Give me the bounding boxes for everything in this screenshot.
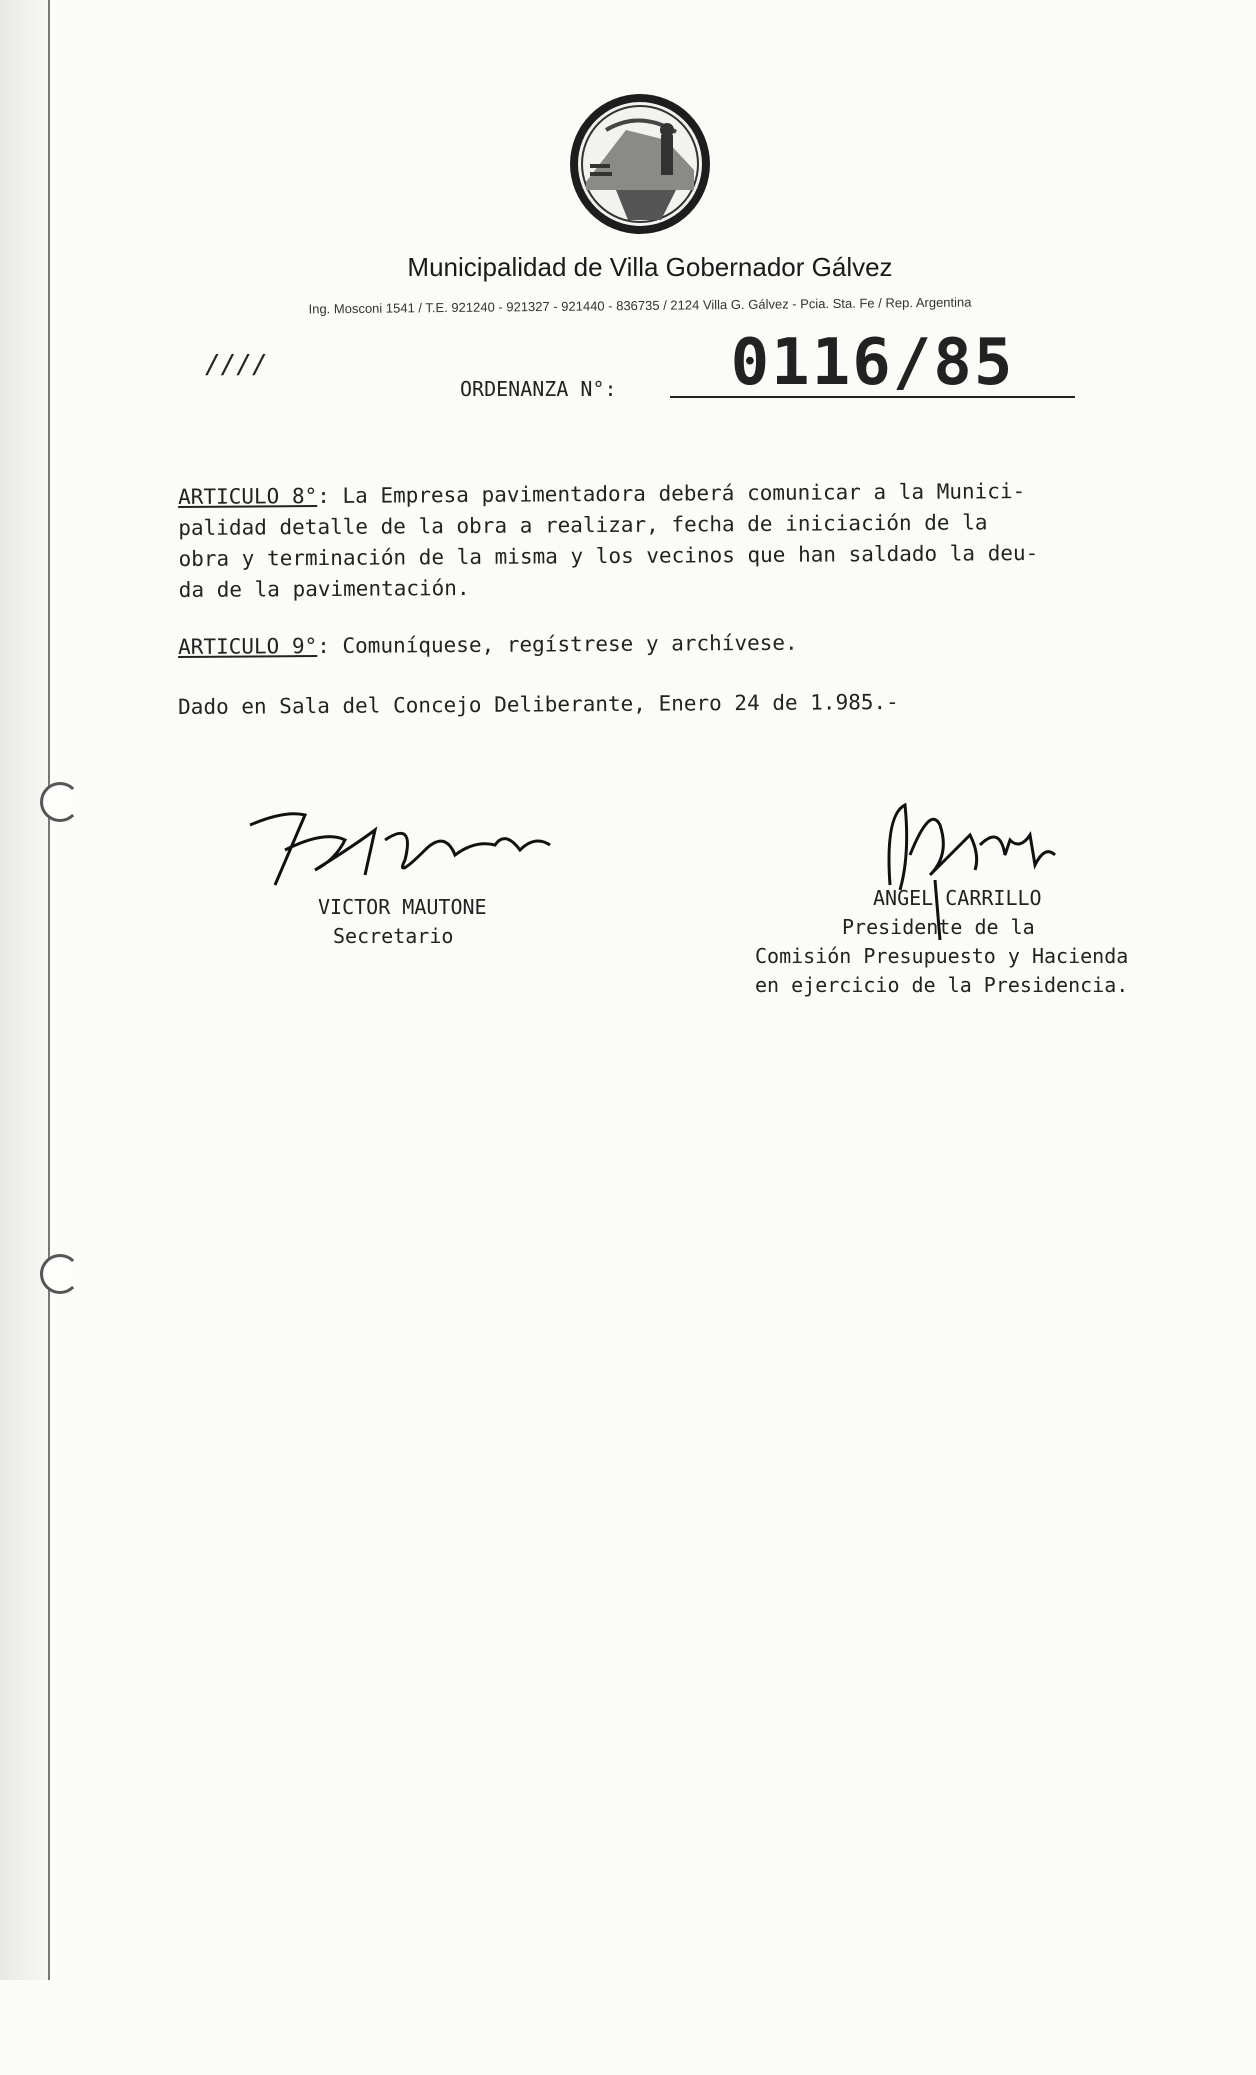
punch-hole: [40, 1254, 80, 1294]
punch-hole: [40, 782, 80, 822]
right-signatory-name: ANGEL CARRILLO: [873, 886, 1042, 910]
article-8-line-2: palidad detalle de la obra a realizar, fecha de iniciación de la: [178, 510, 988, 540]
article-8-line-3: obra y terminación de la misma y los vecinos que han saldado la deu-: [178, 540, 1039, 571]
article-8-heading: ARTICULO 8°: [178, 484, 318, 509]
left-signatory-role: Secretario: [333, 924, 454, 948]
page-marker: ////: [205, 350, 268, 380]
article-9-text: Comuníquese, regístrese y archívese.: [342, 630, 798, 658]
article-8: [178, 475, 1209, 606]
org-address: Ing. Mosconi 1541 / T.E. 921240 - 921327 - 921440 - 836735 / 2124 Villa G. Gálvez - Pcia. Sta. Fe / Rep. Argentina: [308, 294, 972, 317]
article-8-text: La Empresa pavimentadora deberá comunicar a la Munici-: [342, 479, 1026, 508]
article-8-line-4: da de la pavimentación.: [178, 575, 470, 602]
signature-mautone: [245, 800, 555, 890]
binding-edge: [0, 0, 50, 1980]
municipal-seal-icon: [566, 90, 714, 238]
org-name: Municipalidad de Villa Gobernador Gálvez: [407, 252, 893, 282]
right-signatory-role-2: Comisión Presupuesto y Hacienda: [755, 944, 1129, 968]
right-signatory-role-3: en ejercicio de la Presidencia.: [755, 973, 1129, 997]
left-signatory-name: VICTOR MAUTONE: [318, 895, 487, 919]
article-8-line-1: ARTICULO 8°: La Empresa pavimentadora deberá comunicar a la Munici-: [178, 479, 1026, 509]
ordinance-label: ORDENANZA N°:: [460, 377, 617, 401]
ordinance-number: 0116/85: [670, 330, 1075, 398]
right-signatory-role-1: Presidente de la: [842, 915, 1035, 939]
article-9-heading: ARTICULO 9°: [178, 634, 318, 659]
given-line: Dado en Sala del Concejo Deliberante, Enero 24 de 1.985.-: [178, 689, 899, 719]
article-9: ARTICULO 9°: Comuníquese, regístrese y archívese.: [178, 630, 798, 659]
